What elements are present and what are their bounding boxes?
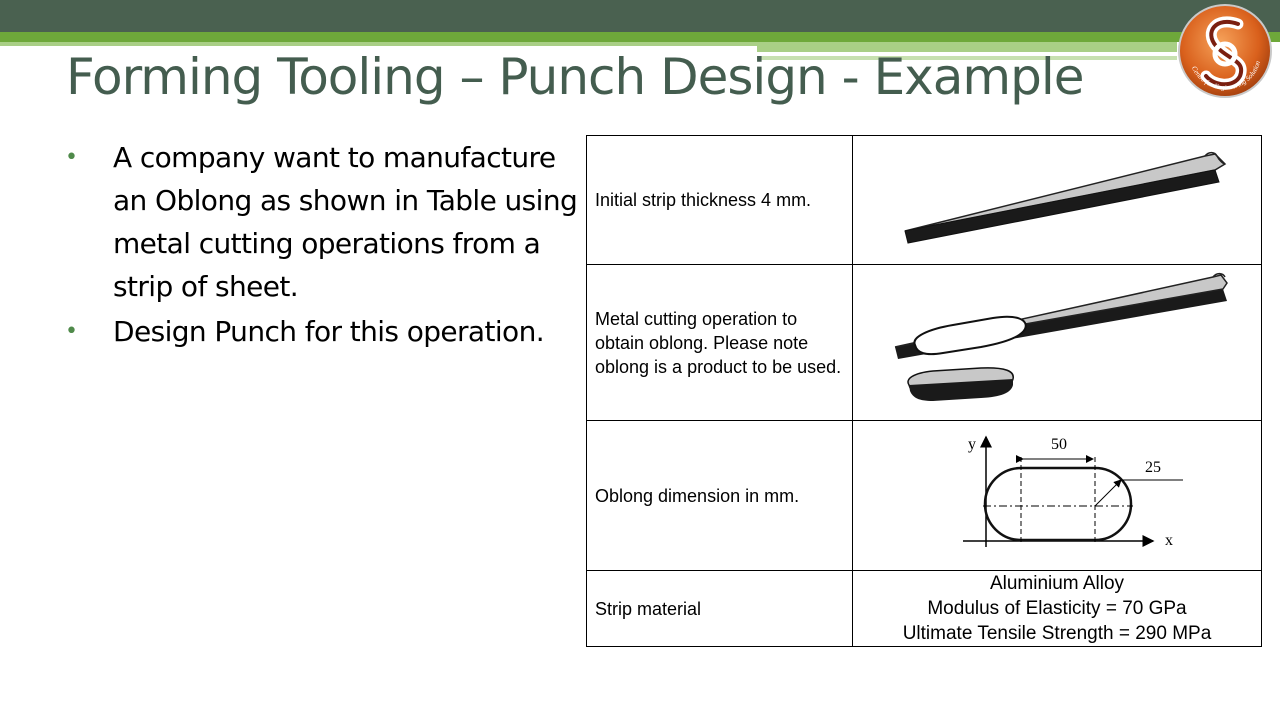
cut-strip-illustration — [853, 265, 1278, 420]
oblong-dimension-drawing — [853, 421, 1278, 570]
cut-strip-illustration-cell — [853, 265, 1262, 421]
y-axis-label: y — [968, 436, 976, 453]
material-line: Ultimate Tensile Strength = 290 MPa — [902, 623, 1212, 644]
bullet-text: Design Punch for this operation. — [113, 315, 545, 348]
material-line: Modulus of Elasticity = 70 GPa — [927, 598, 1187, 619]
material-properties — [853, 571, 1262, 647]
header-accent-bar — [0, 32, 1280, 42]
strip-illustration — [853, 136, 1278, 264]
radius-label: 25 — [1145, 459, 1161, 476]
oblong-drawing-cell — [853, 421, 1262, 571]
bullet-marker: • — [65, 319, 78, 344]
bullet-item — [62, 136, 582, 308]
bullet-item — [62, 310, 582, 353]
bullet-text: A company want to manufacture an Oblong as shown in Table using metal cutting operations from a strip of sheet. — [113, 141, 578, 303]
length-label: 50 — [1051, 436, 1067, 453]
material-line: Aluminium Alloy — [989, 573, 1125, 594]
table-row — [587, 421, 1262, 571]
row-label: Strip material — [587, 571, 853, 647]
row-label: Oblong dimension in mm. — [587, 421, 853, 571]
header-bar — [0, 0, 1280, 32]
row-label: Metal cutting operation to obtain oblong. Please note oblong is a product to be used. — [587, 265, 853, 421]
logo — [1176, 2, 1274, 100]
page-title: Forming Tooling – Punch Design - Example — [66, 48, 1084, 106]
logo-text: Centre for Engineering Solution — [1189, 60, 1263, 92]
bullet-list — [62, 136, 582, 353]
table-row — [587, 571, 1262, 647]
specification-table — [586, 135, 1262, 647]
table-row — [587, 265, 1262, 421]
table-row — [587, 136, 1262, 265]
strip-illustration-cell — [853, 136, 1262, 265]
bullet-marker: • — [65, 145, 78, 170]
header-light-bar — [0, 42, 757, 46]
row-label: Initial strip thickness 4 mm. — [587, 136, 853, 265]
x-axis-label: x — [1165, 532, 1173, 549]
oblong-outline — [985, 468, 1131, 540]
radius-dimension-line — [1095, 480, 1121, 506]
